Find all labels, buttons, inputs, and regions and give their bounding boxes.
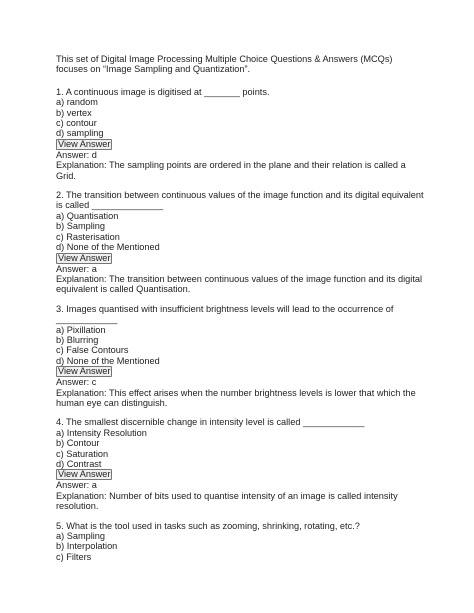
explanation-text: Explanation: The transition between continuous values of the image function and its digital equivalent is called Quantisation. — [56, 273, 423, 295]
option-b: b) Contour — [56, 438, 100, 449]
option-d: d) None of the Mentioned — [56, 355, 160, 366]
option-d: d) None of the Mentioned — [56, 242, 160, 253]
explanation-text: Explanation: Number of bits used to quantise intensity of an image is called intensity resolution. — [56, 490, 398, 512]
question-text: 1. A continuous image is digitised at _______ points. — [56, 86, 270, 97]
question-block-3 — [56, 304, 424, 409]
option-a: a) random — [56, 97, 98, 108]
intro-text: This set of Digital Image Processing Multiple Choice Questions & Answers (MCQs) focuses on “Image Sampling and Quantization”. — [56, 54, 393, 75]
option-c: c) Saturation — [56, 448, 109, 459]
option-b: b) Interpolation — [56, 541, 118, 552]
option-d: d) sampling — [56, 128, 104, 139]
view-answer-button[interactable]: View Answer — [58, 366, 111, 377]
view-answer-button[interactable]: View Answer — [58, 252, 111, 263]
explanation-text: Explanation: This effect arises when the number brightness levels is lower that which the human eye can distinguish. — [56, 387, 416, 408]
answer-text: Answer: a — [56, 263, 97, 274]
option-b: b) vertex — [56, 107, 92, 118]
answer-text: Answer: c — [56, 377, 97, 388]
option-d: d) Contrast — [56, 459, 102, 469]
option-b: b) Blurring — [56, 334, 99, 345]
document-page — [56, 54, 424, 571]
option-b: b) Sampling — [56, 221, 106, 232]
explanation-text: Explanation: The sampling points are ordered in the plane and their relation is called a Grid. — [56, 160, 406, 181]
question-text: 4. The smallest discernible change in intensity level is called ____________ — [56, 417, 365, 428]
view-answer-button[interactable]: View Answer — [58, 138, 111, 149]
answer-text: Answer: d — [56, 149, 97, 160]
answer-text: Answer: a — [56, 480, 97, 491]
option-c: c) Rasterisation — [56, 231, 120, 242]
option-c: c) False Contours — [56, 345, 129, 356]
question-text: 3. Images quantised with insufficient brightness levels will lead to the occurrence of ____________ — [56, 303, 394, 325]
question-block-5 — [56, 521, 424, 563]
option-a: a) Pixillation — [56, 324, 106, 335]
option-c: c) Filters — [56, 551, 92, 562]
option-a: a) Sampling — [56, 531, 106, 542]
option-c: c) contour — [56, 118, 97, 129]
question-block-2 — [56, 190, 424, 295]
option-a: a) Quantisation — [56, 210, 119, 221]
question-text: 2. The transition between continuous values of the image function and its digital equivalent is called ______________ — [56, 190, 424, 211]
question-text: 5. What is the tool used in tasks such as zooming, shrinking, rotating, etc.? — [56, 520, 360, 531]
option-a: a) Intensity Resolution — [56, 427, 147, 438]
question-block-1 — [56, 87, 424, 181]
view-answer-button[interactable]: View Answer — [58, 469, 111, 480]
question-block-4 — [56, 417, 424, 511]
